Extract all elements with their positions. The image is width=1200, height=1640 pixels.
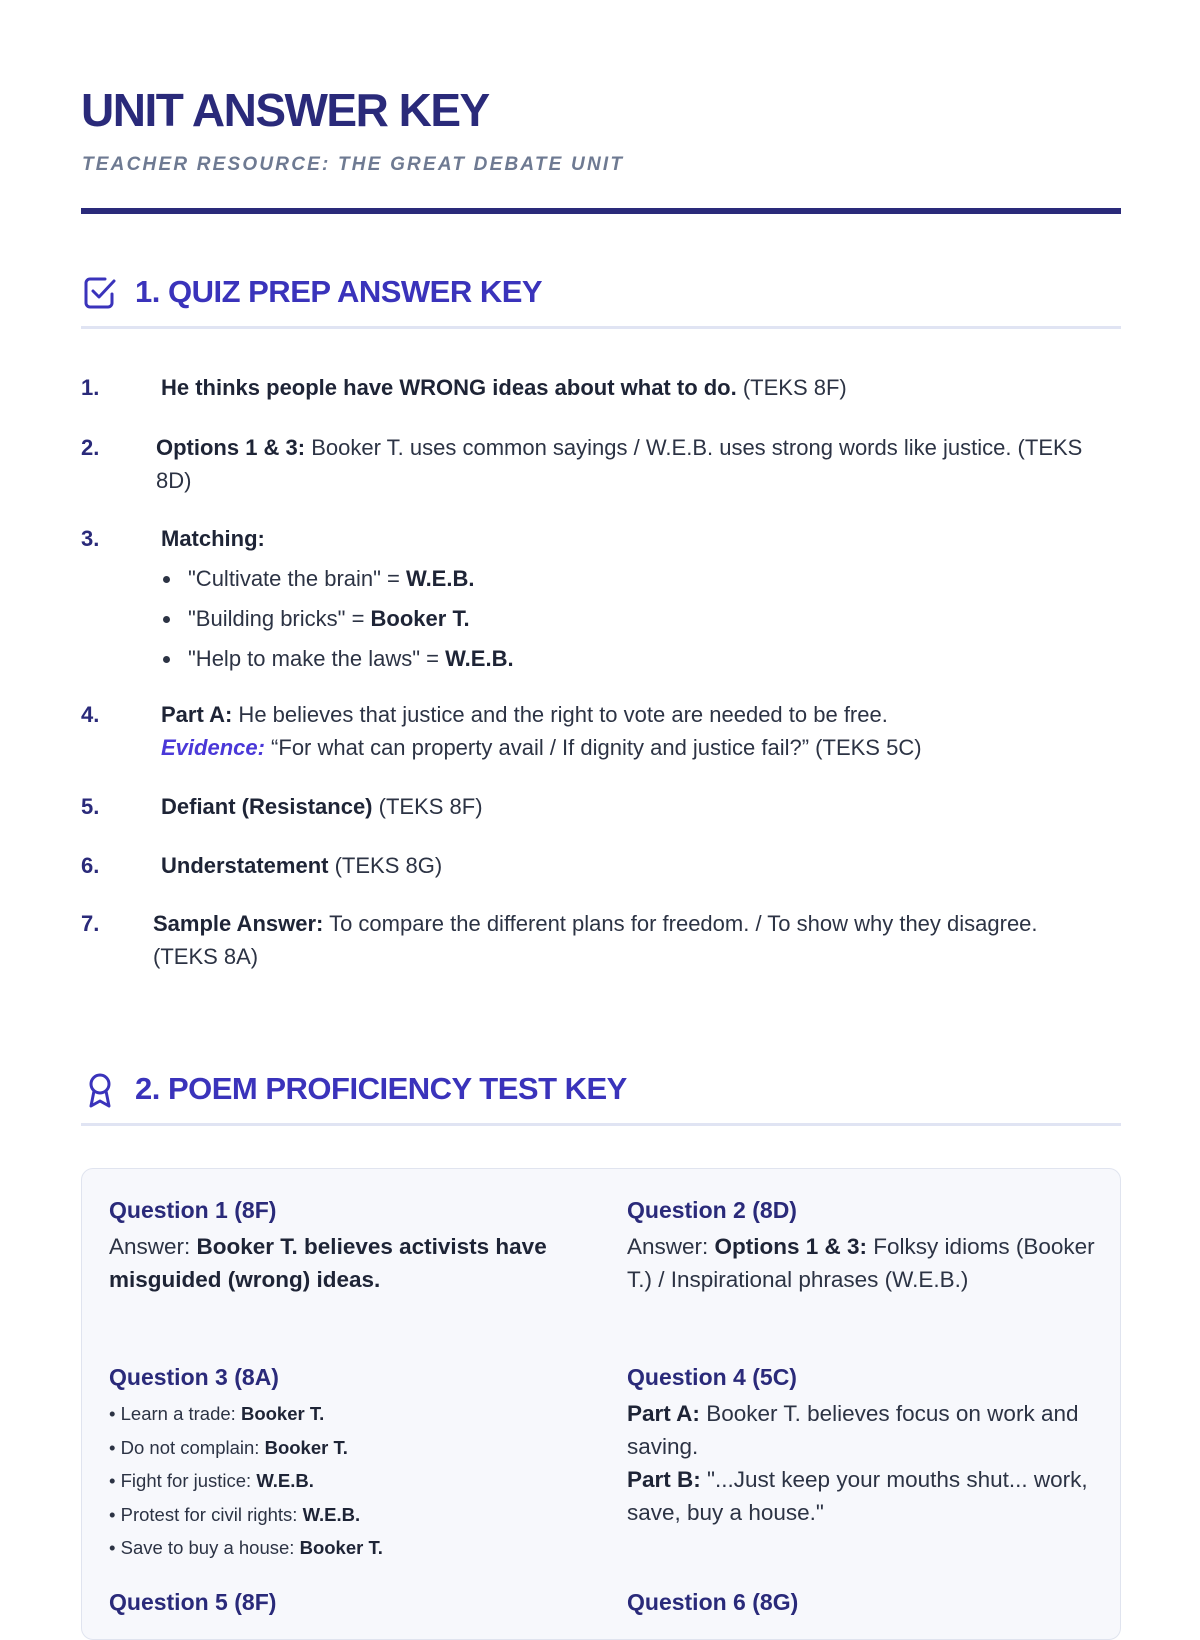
question-heading: Question 3 (8A) [109,1364,279,1390]
answer-text: Booker T. believes activists have misguided (wrong) ideas. [109,1234,547,1292]
evidence-label: Evidence: [161,735,265,760]
list-item [161,642,1111,675]
item-answer-label: Part A: [161,702,233,727]
item-statement: • Protest for civil rights: [109,1503,303,1525]
question-heading: Question 4 (5C) [627,1364,797,1390]
item-answer: Booker T. [264,1436,348,1458]
question-heading: Question 1 (8F) [109,1197,277,1223]
evidence-text: “For what can property avail / If dignity and justice fail?” (TEKS 5C) [264,735,922,760]
list-item [161,562,1111,595]
list-item [109,1397,579,1431]
header-divider [81,208,1121,214]
question-heading: Question 2 (8D) [627,1197,797,1223]
item-statement: • Fight for justice: [109,1470,257,1491]
list-item [161,602,1111,635]
item-statement: • Do not complain: [109,1436,265,1458]
list-item [109,1431,579,1465]
item-answer: Booker T. [299,1537,383,1558]
page-title: UNIT ANSWER KEY [81,84,489,136]
award-ribbon-icon [81,1071,119,1109]
item-number: 2. [81,435,100,460]
part-a-text: Booker T. believes focus on work and saving. [627,1401,1079,1459]
item-answer: W.E.B. [302,1503,361,1525]
matching-answer: W.E.B. [406,566,475,591]
test-question-2 [627,1195,1097,1296]
test-question-6 [627,1587,1097,1622]
matching-answer: Booker T. [370,606,470,631]
test-question-1 [109,1195,579,1296]
list-item [109,1531,579,1565]
list-item [109,1464,579,1498]
test-key-card [81,1168,1121,1640]
answer-text: Folksy idioms (Booker T.) / Inspirational phrases (W.E.B.) [627,1234,1095,1292]
list-item [109,1498,579,1532]
item-standard: (TEKS 8F) [372,794,483,819]
section-quiz-prep-heading [81,268,1121,329]
item-number: 6. [81,853,100,878]
part-a-label: Part A: [627,1401,700,1426]
item-statement: • Learn a trade: [109,1403,241,1424]
item-number: 7. [81,911,100,936]
test-question-4 [627,1362,1097,1529]
item-number: 3. [81,526,100,551]
item-answer-text: He believes that justice and the right to vote are needed to be free. [232,702,888,727]
item-statement: • Save to buy a house: [109,1537,300,1558]
item-standard: (TEKS 8F) [736,375,847,400]
part-b-text: "...Just keep your mouths shut... work, save, buy a house." [627,1467,1088,1525]
item-answer-label: Matching: [161,526,265,551]
item-answer-label: Options 1 & 3: [156,435,306,460]
question-heading: Question 6 (8G) [627,1589,799,1615]
answer-label: Options 1 & 3: [714,1234,868,1259]
section-quiz-prep-title: 1. QUIZ PREP ANSWER KEY [135,274,543,309]
matching-answer: W.E.B. [445,646,514,671]
page-subtitle: TEACHER RESOURCE: THE GREAT DEBATE UNIT [82,154,625,175]
answer-prefix: Answer: [627,1234,715,1259]
item-answer: Understatement [161,853,329,878]
item-answer: Booker T. [240,1403,325,1424]
item-number: 4. [81,702,100,727]
answer-prefix: Answer: [109,1234,197,1259]
item-number: 1. [81,375,100,400]
item-answer: Defiant (Resistance) [161,794,373,819]
item-answer: W.E.B. [256,1470,314,1491]
item-answer-text: To compare the different plans for freedom. / To show why they disagree. (TEKS 8A) [153,911,1038,969]
matching-quote: "Help to make the laws" = [188,646,446,671]
section-poem-test-title: 2. POEM PROFICIENCY TEST KEY [135,1071,627,1106]
part-b-label: Part B: [627,1467,701,1492]
test-question-3 [109,1362,579,1565]
matching-quote: "Building bricks" = [188,606,371,631]
section-poem-test-heading [81,1065,1121,1126]
item-standard: (TEKS 8G) [328,853,443,878]
test-question-5 [109,1587,579,1622]
question-heading: Question 5 (8F) [109,1589,277,1615]
item-answer: He thinks people have WRONG ideas about what to do. [161,375,737,400]
item-answer-text: Booker T. uses common sayings / W.E.B. uses strong words like justice. (TEKS 8D) [156,435,1083,493]
matching-list [161,562,1111,675]
checkbox-icon [81,274,119,312]
sorting-list [109,1397,579,1565]
item-number: 5. [81,794,100,819]
matching-quote: "Cultivate the brain" = [188,566,407,591]
item-answer-label: Sample Answer: [153,911,324,936]
